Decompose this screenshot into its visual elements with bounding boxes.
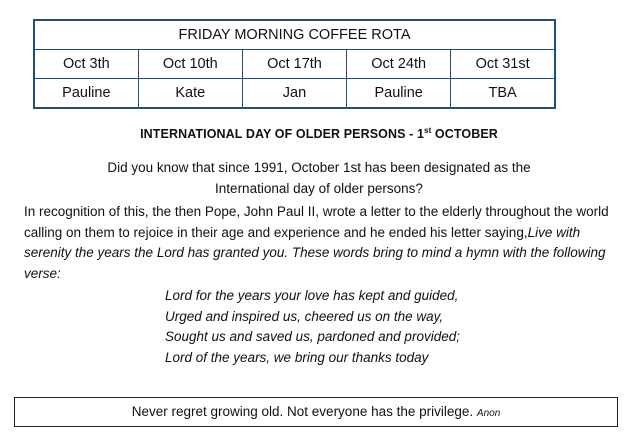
rota-name-cell: Pauline	[347, 79, 451, 109]
heading-tail: OCTOBER	[431, 127, 498, 141]
article-paragraph	[24, 202, 624, 285]
rota-dates-row	[34, 50, 555, 79]
rota-date-cell: Oct 31st	[451, 50, 555, 79]
rota-date-cell: Oct 24th	[347, 50, 451, 79]
rota-name-cell: Jan	[242, 79, 346, 109]
rota-date-cell: Oct 3th	[34, 50, 138, 79]
heading-superscript: st	[424, 126, 432, 135]
quote-author: Anon	[476, 408, 501, 419]
rota-date-cell: Oct 17th	[242, 50, 346, 79]
verse-line: Lord of the years, we bring our thanks today	[165, 350, 429, 366]
rota-name-cell: TBA	[451, 79, 555, 109]
intro-line-2: International day of older persons?	[215, 181, 423, 196]
paragraph-plain-text: In recognition of this, the then Pope, John Paul II, wrote a letter to the elderly throughout the world calling on them to rejoice in their age and experience and he ended his letter saying,	[24, 204, 609, 240]
rota-date-cell: Oct 10th	[138, 50, 242, 79]
quote-text: Never regret growing old. Not everyone has the privilege.	[131, 404, 474, 419]
rota-names-row	[34, 79, 555, 109]
hymn-verse	[165, 286, 460, 369]
rota-name-cell: Kate	[138, 79, 242, 109]
rota-title-row	[34, 20, 555, 50]
heading-main: INTERNATIONAL DAY OF OLDER PERSONS - 1	[140, 127, 425, 141]
rota-name-cell: Pauline	[34, 79, 138, 109]
verse-line: Lord for the years your love has kept and guided,	[165, 288, 459, 303]
paragraph-italic-text: Live with serenity the years the Lord has granted you. These words bring to mind a hymn with the following verse:	[24, 224, 606, 282]
intro-line-1: Did you know that since 1991, October 1st has been designated as the	[107, 160, 531, 175]
verse-line: Sought us and saved us, pardoned and provided;	[165, 329, 460, 345]
article-heading	[0, 126, 638, 141]
quote-box	[14, 397, 618, 427]
rota-title: FRIDAY MORNING COFFEE ROTA	[34, 20, 555, 50]
verse-line: Urged and inspired us, cheered us on the way,	[165, 308, 444, 324]
coffee-rota-table	[33, 19, 556, 109]
